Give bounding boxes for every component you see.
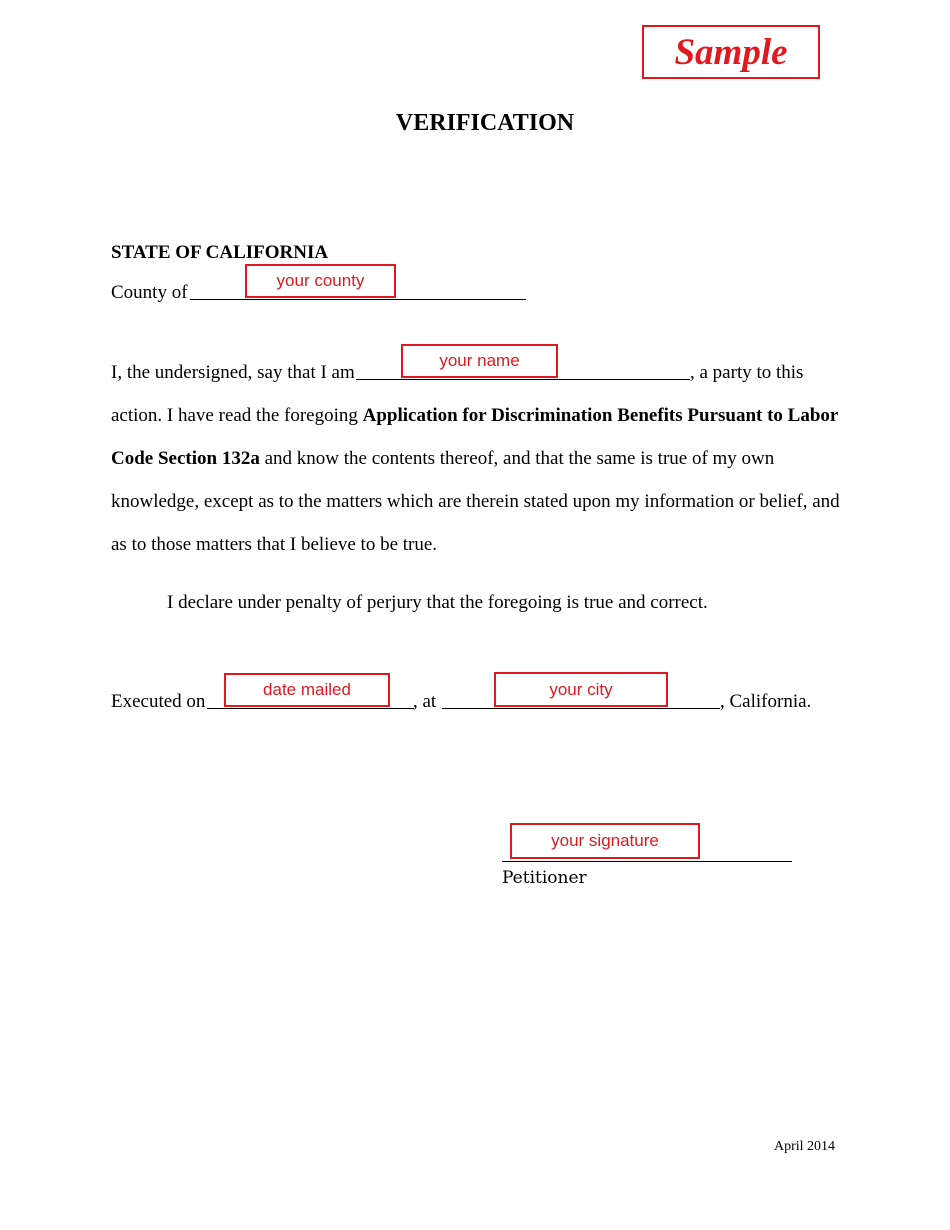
page-title: VERIFICATION (395, 110, 575, 136)
paragraph-line-2 (111, 404, 838, 427)
county-underline (190, 299, 526, 300)
city-field[interactable]: your city (494, 672, 668, 707)
declaration-text: I declare under penalty of perjury that the foregoing is true and correct. (167, 592, 708, 613)
date-underline (207, 708, 414, 709)
paragraph-line-4: knowledge, except as to the matters which are therein stated upon my information or belief, and (111, 491, 840, 512)
date-field[interactable]: date mailed (224, 673, 390, 707)
paragraph-line-2-prefix: action. I have read the foregoing (111, 405, 358, 426)
county-label: County of (111, 282, 188, 303)
signature-line (502, 861, 792, 862)
at-label: , at (413, 691, 437, 712)
state-suffix: , California. (720, 691, 812, 712)
name-underline (356, 379, 690, 380)
signature-field[interactable]: your signature (510, 823, 700, 859)
name-field[interactable]: your name (401, 344, 558, 378)
state-heading: STATE OF CALIFORNIA (111, 242, 329, 263)
county-field[interactable]: your county (245, 264, 396, 298)
paragraph-line-1-suffix: , a party to this (690, 362, 804, 383)
executed-label: Executed on (111, 691, 206, 712)
petitioner-caption: Petitioner (502, 868, 587, 888)
paragraph-line-3 (111, 447, 774, 470)
sample-stamp: Sample (642, 25, 820, 79)
application-title-part-1: Application for Discrimination Benefits Pursuant to Labor (362, 405, 839, 426)
application-title-part-2: Code Section 132a (111, 448, 260, 469)
paragraph-line-5: as to those matters that I believe to be true. (111, 534, 438, 555)
paragraph-line-3-rest: and know the contents thereof, and that the same is true of my own (264, 448, 775, 469)
city-underline (442, 708, 720, 709)
paragraph-line-1-prefix: I, the undersigned, say that I am (111, 362, 355, 383)
footer-date: April 2014 (774, 1139, 836, 1154)
